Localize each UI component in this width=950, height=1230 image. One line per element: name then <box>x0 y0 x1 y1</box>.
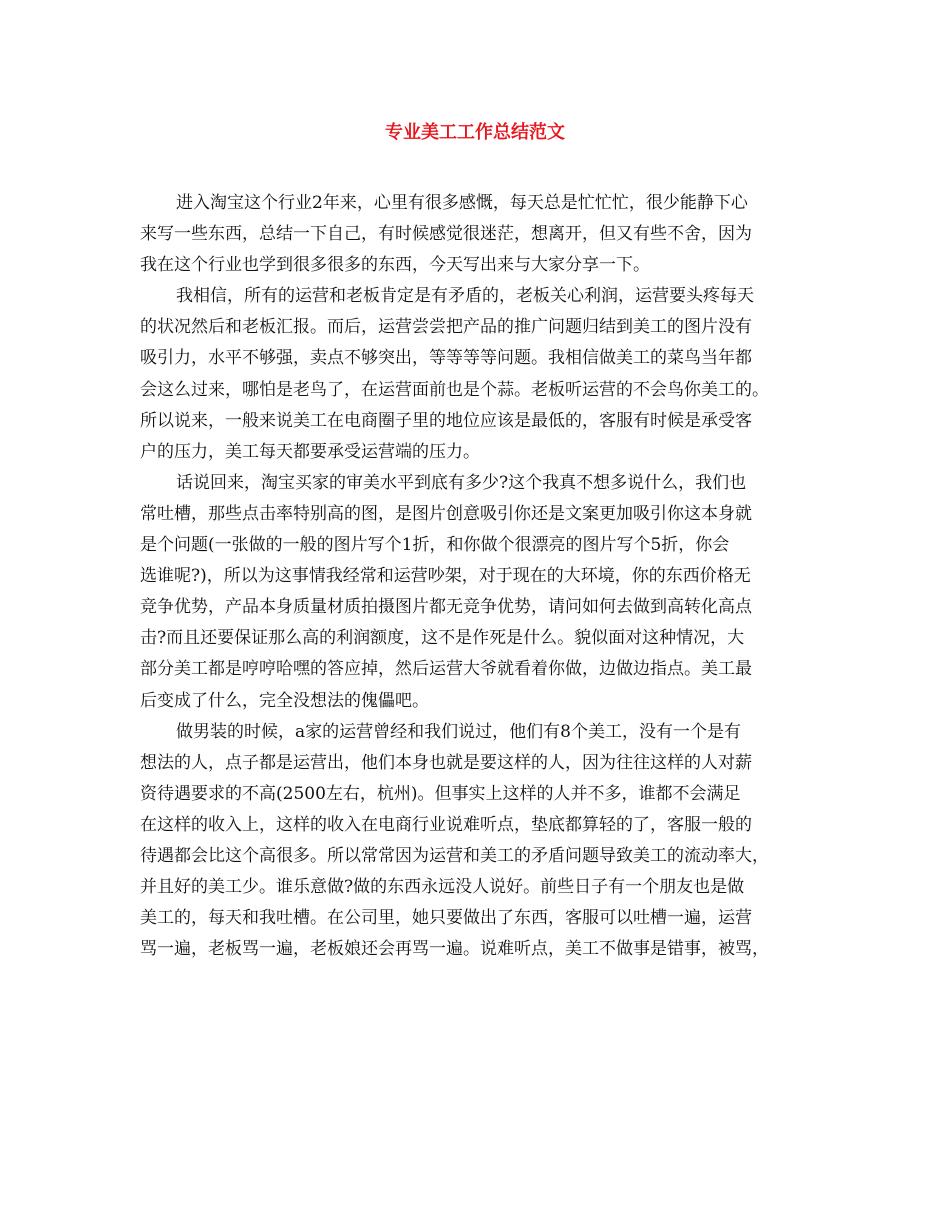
paragraph <box>140 281 820 468</box>
text-line: 户的压力，美工每天都要承受运营端的压力。 <box>140 441 480 462</box>
text-line: 美工的，每天和我吐槽。在公司里，她只要做出了东西，客服可以吐槽一遍，运营 <box>140 908 752 929</box>
text-line: 竞争优势，产品本身质量材质拍摄图片都无竞争优势，请问如何去做到高转化高点 <box>140 597 752 618</box>
text-line: 后变成了什么，完全没想法的傀儡吧。 <box>140 690 429 711</box>
paragraph <box>140 188 820 281</box>
text-line: 的状况然后和老板汇报。而后，运营尝尝把产品的推广问题归结到美工的图片没有 <box>140 317 752 338</box>
text-line: 会这么过来，哪怕是老鸟了，在运营面前也是个蒜。老板听运营的不会鸟你美工的。 <box>140 379 769 400</box>
text-line: 话说回来，淘宝买家的审美水平到底有多少?这个我真不想多说什么，我们也 <box>176 472 747 493</box>
text-line: 我在这个行业也学到很多很多的东西，今天写出来与大家分享一下。 <box>140 255 650 276</box>
text-line: 在这样的收入上，这样的收入在电商行业说难听点，垫底都算轻的了，客服一般的 <box>140 814 752 835</box>
text-line: 击?而且还要保证那么高的利润额度，这不是作死是什么。貌似面对这种情况，大 <box>140 628 745 649</box>
text-line: 待遇都会比这个高很多。所以常常因为运营和美工的矛盾问题导致美工的流动率大， <box>140 845 769 866</box>
text-line: 并且好的美工少。谁乐意做?做的东西永远没人说好。前些日子有一个朋友也是做 <box>140 877 745 898</box>
text-line: 选谁呢?)，所以为这事情我经常和运营吵架，对于现在的大环境，你的东西价格无 <box>140 566 751 587</box>
text-line: 想法的人，点子都是运营出，他们本身也就是要这样的人，因为往往这样的人对薪 <box>140 752 752 773</box>
paragraph <box>140 717 820 966</box>
paragraph <box>140 468 820 717</box>
text-line: 资待遇要求的不高(2500左右，杭州)。但事实上这样的人并不多，谁都不会满足 <box>140 783 741 804</box>
text-line: 部分美工都是哼哼哈嘿的答应掉，然后运营大爷就看着你做，边做边指点。美工最 <box>140 659 752 680</box>
document-title: 专业美工工作总结范文 <box>385 122 565 143</box>
document-body <box>140 188 820 965</box>
text-line: 吸引力，水平不够强，卖点不够突出，等等等等问题。我相信做美工的菜鸟当年都 <box>140 348 752 369</box>
text-line: 进入淘宝这个行业2年来，心里有很多感慨，每天总是忙忙忙，很少能静下心 <box>176 193 748 213</box>
text-line: 常吐槽，那些点击率特别高的图，是图片创意吸引你还是文案更加吸引你这本身就 <box>140 503 752 524</box>
text-line: 所以说来，一般来说美工在电商圈子里的地位应该是最低的，客服有时候是承受客 <box>140 410 752 431</box>
text-line: 来写一些东西，总结一下自己，有时候感觉很迷茫，想离开，但又有些不舍，因为 <box>140 224 752 245</box>
text-line: 做男装的时候，a家的运营曾经和我们说过，他们有8个美工，没有一个是有 <box>176 721 741 742</box>
text-line: 我相信，所有的运营和老板肯定是有矛盾的，老板关心利润，运营要头疼每天 <box>176 286 754 307</box>
text-line: 是个问题(一张做的一般的图片写个1折，和你做个很漂亮的图片写个5折，你会 <box>140 535 730 556</box>
text-line: 骂一遍，老板骂一遍，老板娘还会再骂一遍。说难听点，美工不做事是错事，被骂， <box>140 939 769 960</box>
